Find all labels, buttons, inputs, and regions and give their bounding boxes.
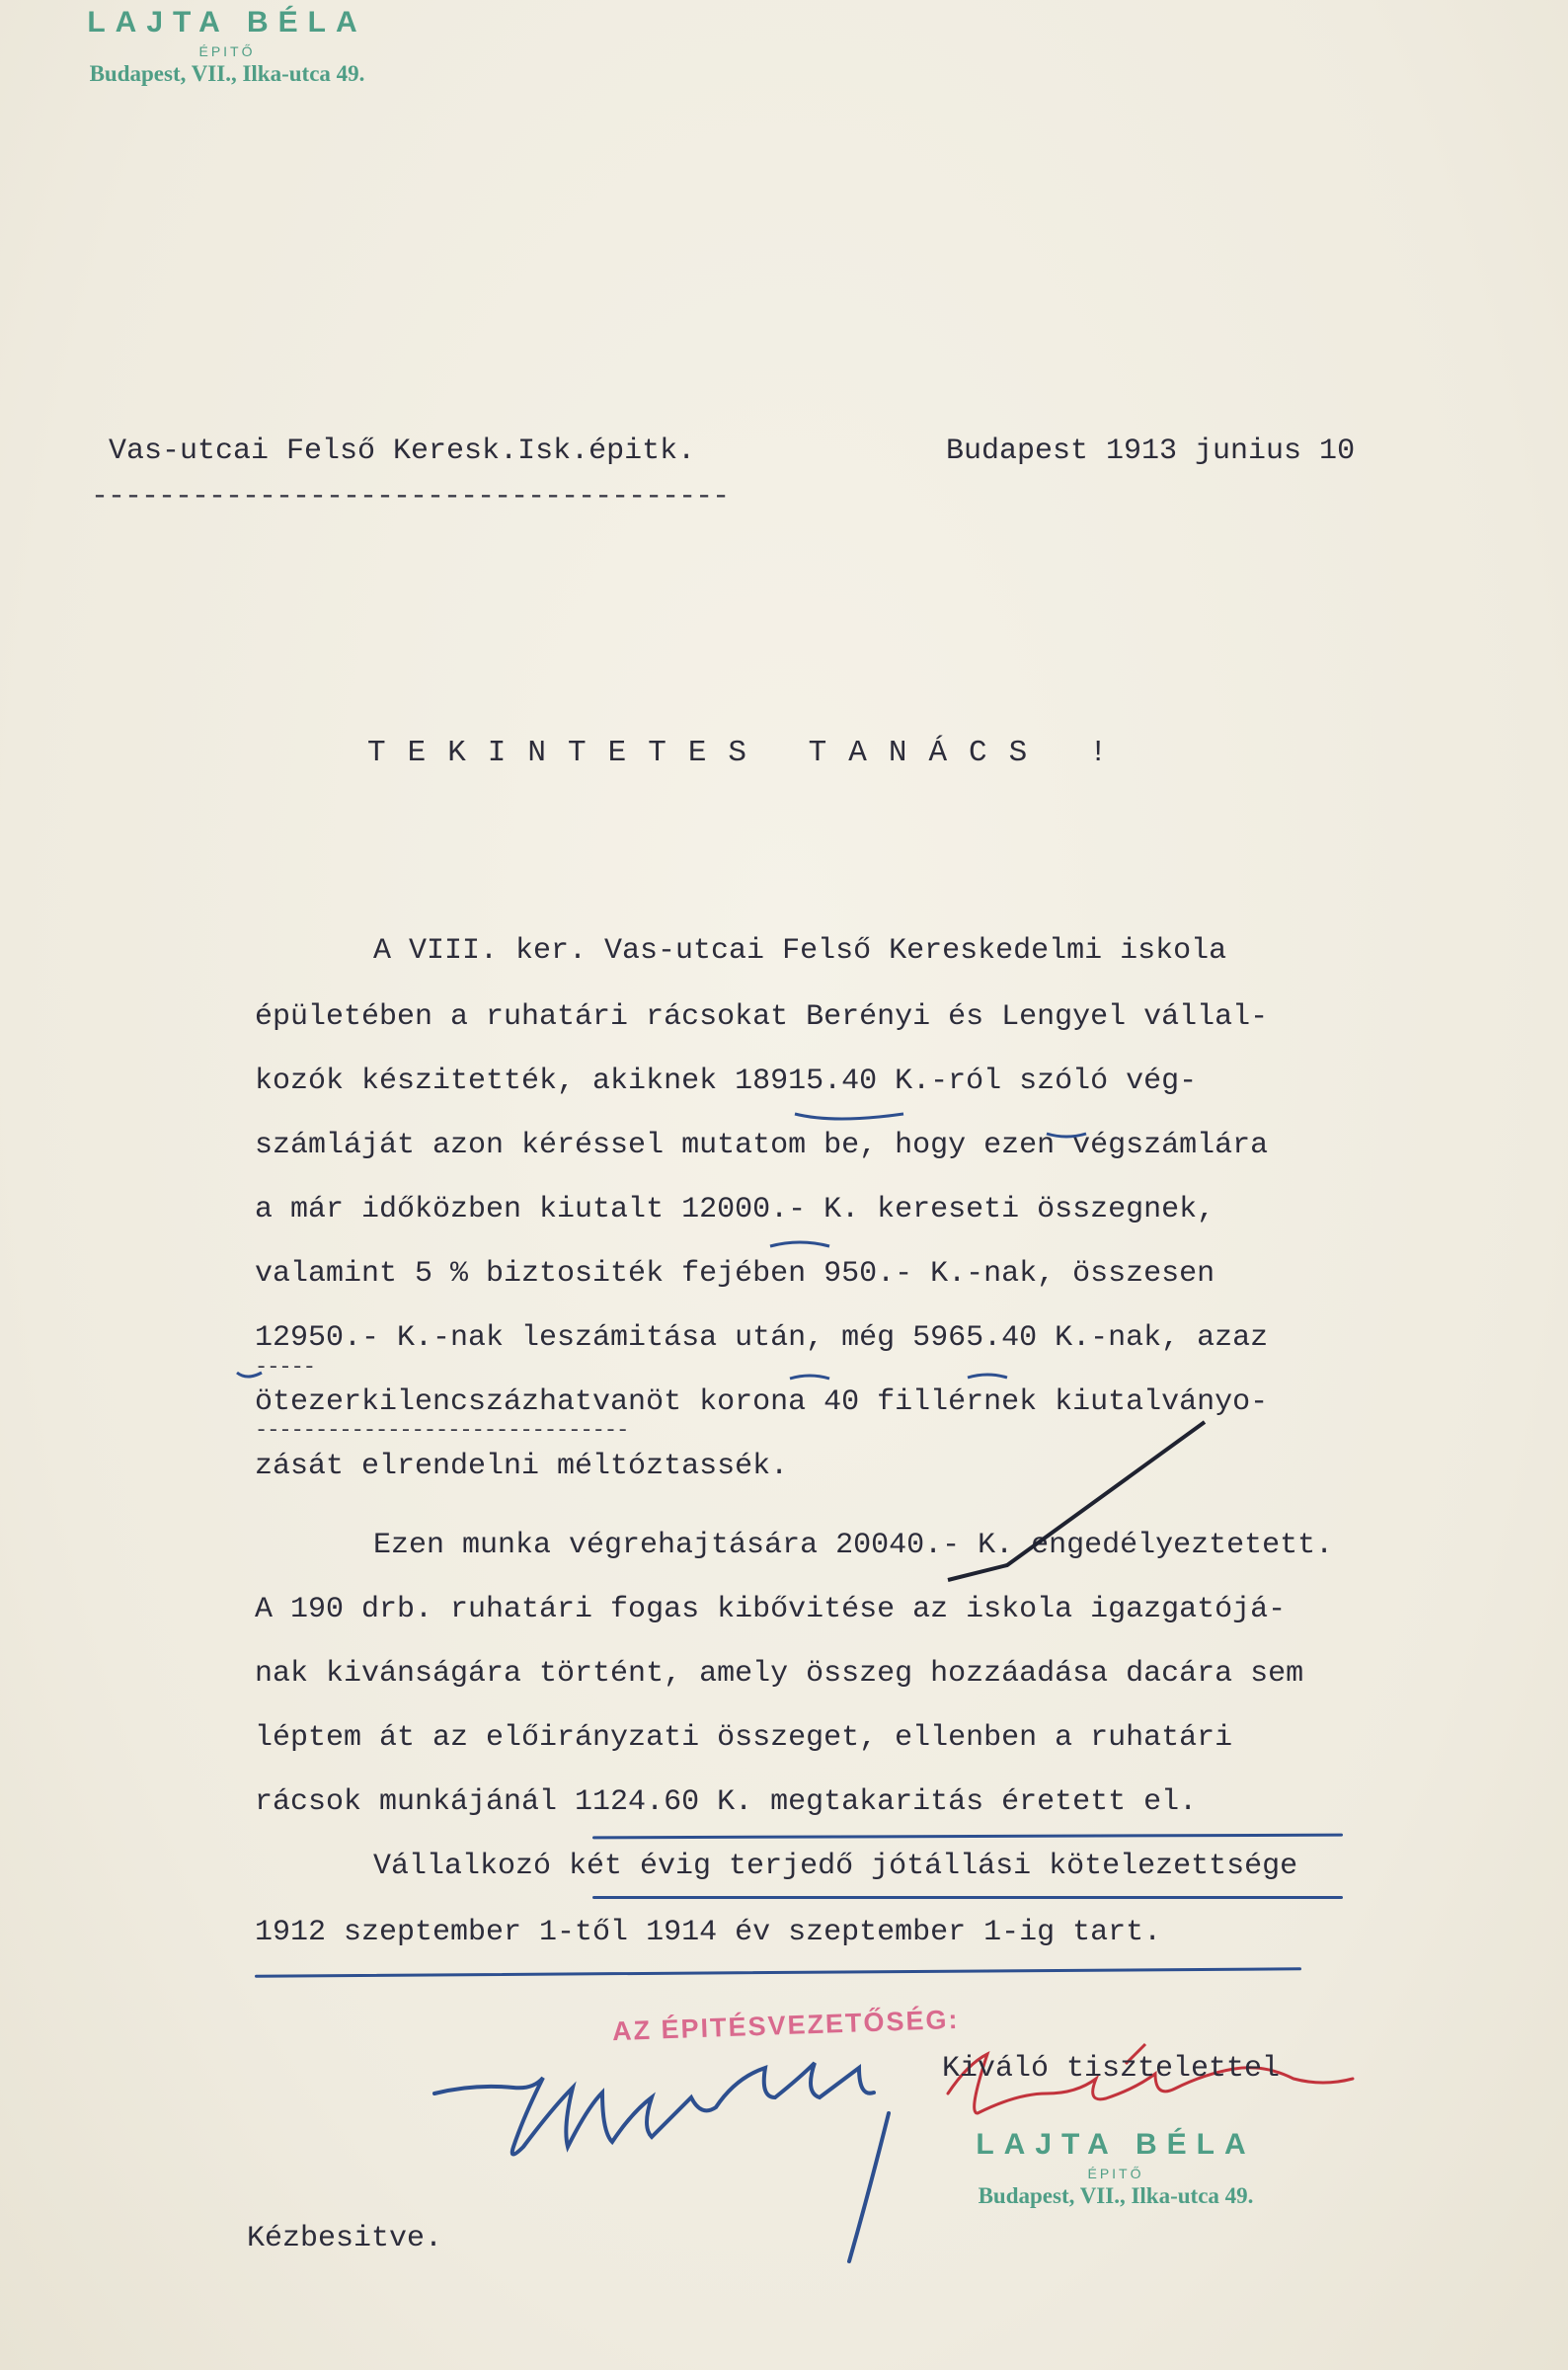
letterhead-address: Budapest, VII., Ilka-utca 49. <box>89 61 365 86</box>
body-line-4: számláját azon kéréssel mutatom be, hogy ezen végszámlára <box>255 1129 1269 1162</box>
signature-stamp-name: LAJTA BÉLA <box>976 2128 1256 2161</box>
body-line-7: 12950.- K.-nak leszámitása után, még 5965.40 K.-nak, azaz <box>255 1321 1269 1355</box>
body-line-5: a már időközben kiutalt 12000.- K. kereseti összegnek, <box>255 1193 1215 1226</box>
salutation: TEKINTETES TANÁCS ! <box>367 736 1130 770</box>
body-line-3: kozók készitették, akiknek 18915.40 K.-ról szóló vég- <box>255 1065 1198 1098</box>
blue-signature-tail <box>849 2113 889 2261</box>
amount-underline: ----- <box>255 1355 316 1380</box>
signature-stamp-address: Budapest, VII., Ilka-utca 49. <box>978 2183 1254 2208</box>
body-line-2: épületében a ruhatári rácsokat Berényi és Lengyel vállal- <box>255 1000 1269 1034</box>
closing-phrase: Kiváló tisztelettel <box>942 2052 1281 2086</box>
body-line-9: zását elrendelni méltóztassék. <box>255 1450 789 1483</box>
body-line-1: A VIII. ker. Vas-utcai Felső Kereskedelmi iskola <box>373 934 1227 968</box>
body-line-15: Vállalkozó két évig terjedő jótállási kötelezettsége <box>373 1850 1298 1883</box>
body-line-13: léptem át az előirányzati összeget, ellenben a ruhatári <box>255 1721 1233 1755</box>
body-line-11: A 190 drb. ruhatári fogas kibővitése az iskola igazgatójá- <box>255 1593 1287 1626</box>
body-line-12: nak kivánságára történt, amely összeg hozzáadása dacára sem <box>255 1657 1304 1691</box>
check-mark-stroke <box>948 1422 1205 1580</box>
signature-stamp-role: ÉPITŐ <box>1087 2166 1144 2181</box>
place-date: Budapest 1913 junius 10 <box>946 434 1356 468</box>
letterhead-role: ÉPITŐ <box>198 43 256 59</box>
ink-ticks <box>237 1373 1007 1379</box>
subject-underline: -------------------------------------- <box>91 480 730 514</box>
delivered-note: Kézbesitve. <box>247 2222 443 2255</box>
ink-ticks-upper <box>770 1114 1086 1246</box>
blue-signature <box>434 2063 874 2155</box>
body-line-8: ötezerkilencszázhatvanöt korona 40 fillérnek kiutalványo- <box>255 1385 1269 1419</box>
body-line-10: Ezen munka végrehajtására 20040.- K. engedélyeztetett. <box>373 1529 1334 1562</box>
body-line-14: rácsok munkájánál 1124.60 K. megtakaritás éretett el. <box>255 1785 1198 1819</box>
subject-line: Vas-utcai Felső Keresk.Isk.épitk. <box>109 434 696 468</box>
letterhead-name: LAJTA BÉLA <box>87 6 367 39</box>
signature-stamp <box>918 2128 1313 2209</box>
words-underline: ------------------------------- <box>255 1418 629 1443</box>
body-line-6: valamint 5 % biztositék fejében 950.- K.-nak, összesen <box>255 1257 1215 1291</box>
office-stamp: AZ ÉPITÉSVEZETŐSÉG: <box>611 2004 960 2047</box>
body-line-16: 1912 szeptember 1-től 1914 év szeptember 1-ig tart. <box>255 1916 1162 1949</box>
